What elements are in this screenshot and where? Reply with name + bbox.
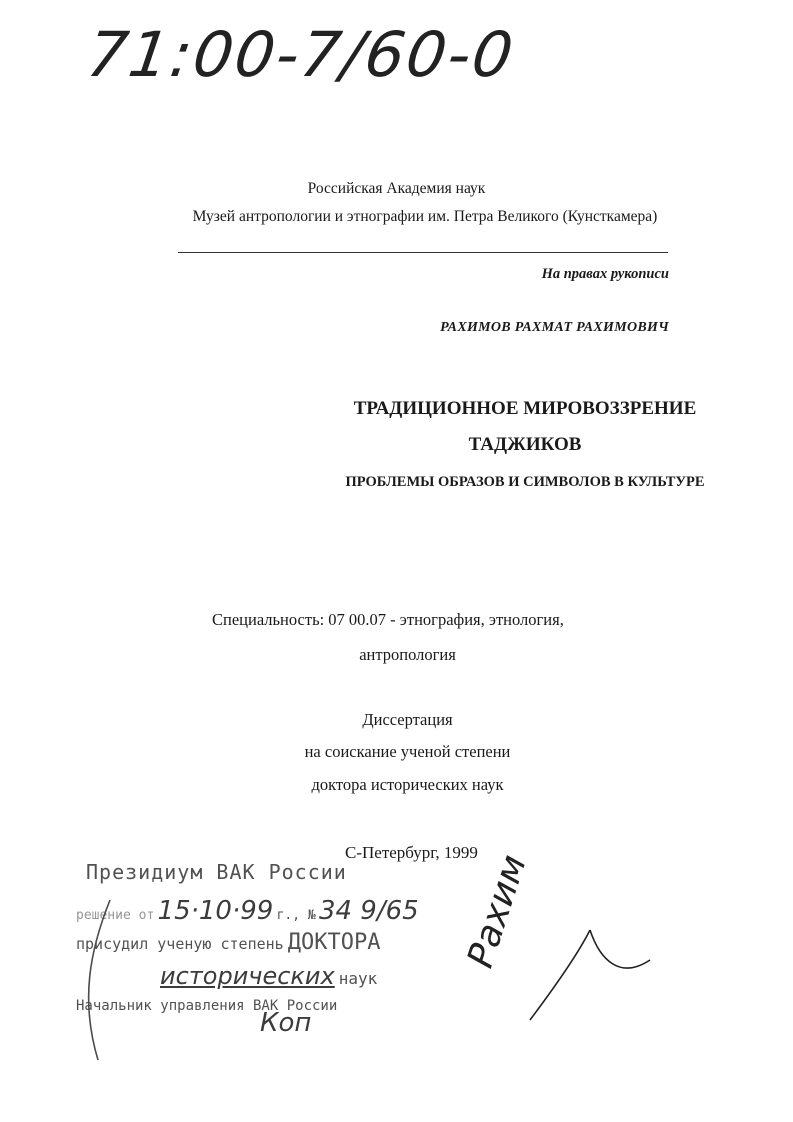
- stamp-line-4: [160, 962, 377, 990]
- author-name: РАХИМОВ РАХМАТ РАХИМОВИЧ: [440, 320, 669, 335]
- stamp-field-suffix: наук: [338, 969, 378, 988]
- title-subtitle: ПРОБЛЕМЫ ОБРАЗОВ И СИМВОЛОВ В КУЛЬТУРЕ: [345, 474, 705, 490]
- author-signature: Рахим: [460, 850, 535, 973]
- museum-name: Музей антропологии и этнографии им. Петра Великого (Кунсткамера): [192, 208, 658, 225]
- title-line-1: ТРАДИЦИОННОЕ МИРОВОЗЗРЕНИЕ: [353, 398, 697, 419]
- stamp-line-5: Начальник управления ВАК России: [76, 998, 338, 1014]
- academy-name: Российская Академия наук: [307, 180, 486, 197]
- stamp-decision-prefix: решение от: [76, 908, 155, 923]
- stamp-line-1: Президиум ВАК России: [86, 860, 347, 884]
- stamp-degree-prefix: присудил ученую степень: [76, 935, 284, 953]
- degree-line-3: доктора исторических наук: [311, 775, 504, 794]
- specialty-line-2: антропология: [359, 645, 456, 664]
- stamp-number: 34 9/65: [318, 896, 419, 926]
- stamp-degree-word: ДОКТОРА: [287, 930, 381, 955]
- specialty-line-1: Специальность: 07 00.07 - этнография, этнология,: [212, 610, 564, 629]
- place-year: С-Петербург, 1999: [345, 843, 478, 862]
- header-divider: [178, 252, 668, 253]
- manuscript-note: На правах рукописи: [541, 266, 669, 282]
- signature-flourish: [520, 920, 660, 1030]
- stamp-field-handwritten: исторических: [160, 962, 335, 990]
- stamp-pen-stroke: [70, 890, 130, 1070]
- stamp-number-prefix: г., №: [276, 908, 316, 923]
- stamp-date: 15·10·99: [157, 896, 274, 926]
- handwritten-archive-code: 71:00-7/60-0: [82, 18, 520, 91]
- degree-line-2: на соискание ученой степени: [304, 742, 511, 761]
- stamp-signature: Коп: [260, 1008, 312, 1038]
- degree-line-1: Диссертация: [362, 710, 453, 729]
- vak-stamp: [70, 850, 440, 1040]
- title-line-2: ТАДЖИКОВ: [468, 434, 582, 455]
